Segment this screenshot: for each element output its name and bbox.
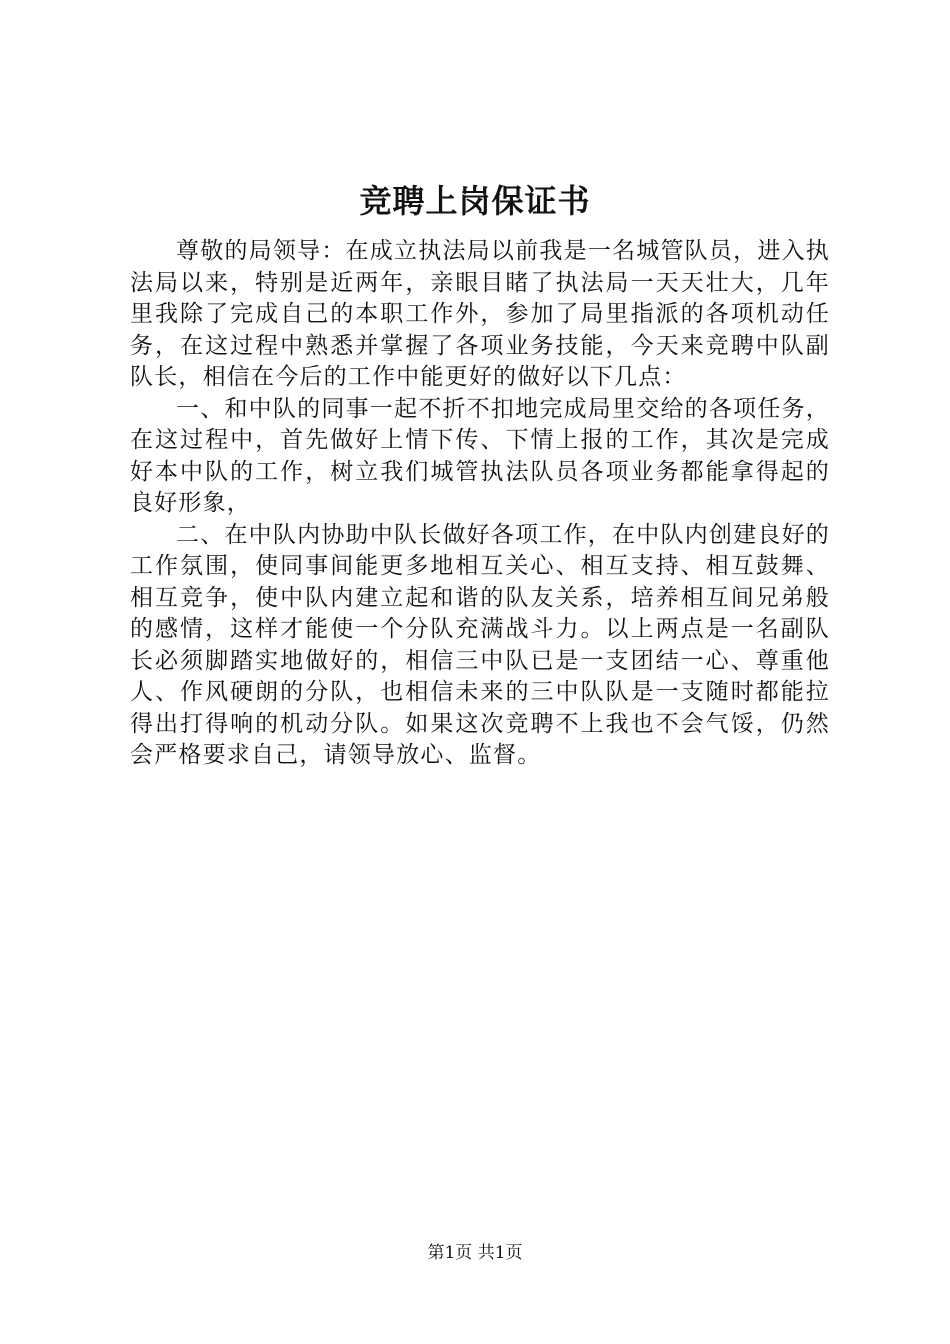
- paragraph-greeting: 尊敬的局领导：在成立执法局以前我是一名城管队员，进入执法局以来，特别是近两年，亲眼目睹了执法局一天天壮大，几年里我除了完成自己的本职工作外，参加了局里指派的各项机动任务，在这过程中熟悉并掌握了各项业务技能，今天来竞聘中队副队长，相信在今后的工作中能更好的做好以下几点：: [130, 238, 830, 390]
- document-body: [130, 236, 830, 772]
- page-footer: 第1页 共1页: [427, 1243, 523, 1263]
- paragraph-point-two: 二、在中队内协助中队长做好各项工作，在中队内创建良好的工作氛围，使同事间能更多地相互关心、相互支持、相互鼓舞、相互竞争，使中队内建立起和谐的队友关系，培养相互间兄弟般的感情，这样才能使一个分队充满战斗力。以上两点是一名副队长必须脚踏实地做好的，相信三中队已是一支团结一心、尊重他人、作风硬朗的分队，也相信未来的三中队队是一支随时都能拉得出打得响的机动分队。如果这次竞聘不上我也不会气馁，仍然会严格要求自己，请领导放心、监督。: [130, 521, 830, 768]
- paragraph-point-one: 一、和中队的同事一起不折不扣地完成局里交给的各项任务，在这过程中，首先做好上情下传、下情上报的工作，其次是完成好本中队的工作，树立我们城管执法队员各项业务都能拿得起的良好形象，: [130, 395, 830, 516]
- document-title: 竞聘上岗保证书: [359, 182, 591, 220]
